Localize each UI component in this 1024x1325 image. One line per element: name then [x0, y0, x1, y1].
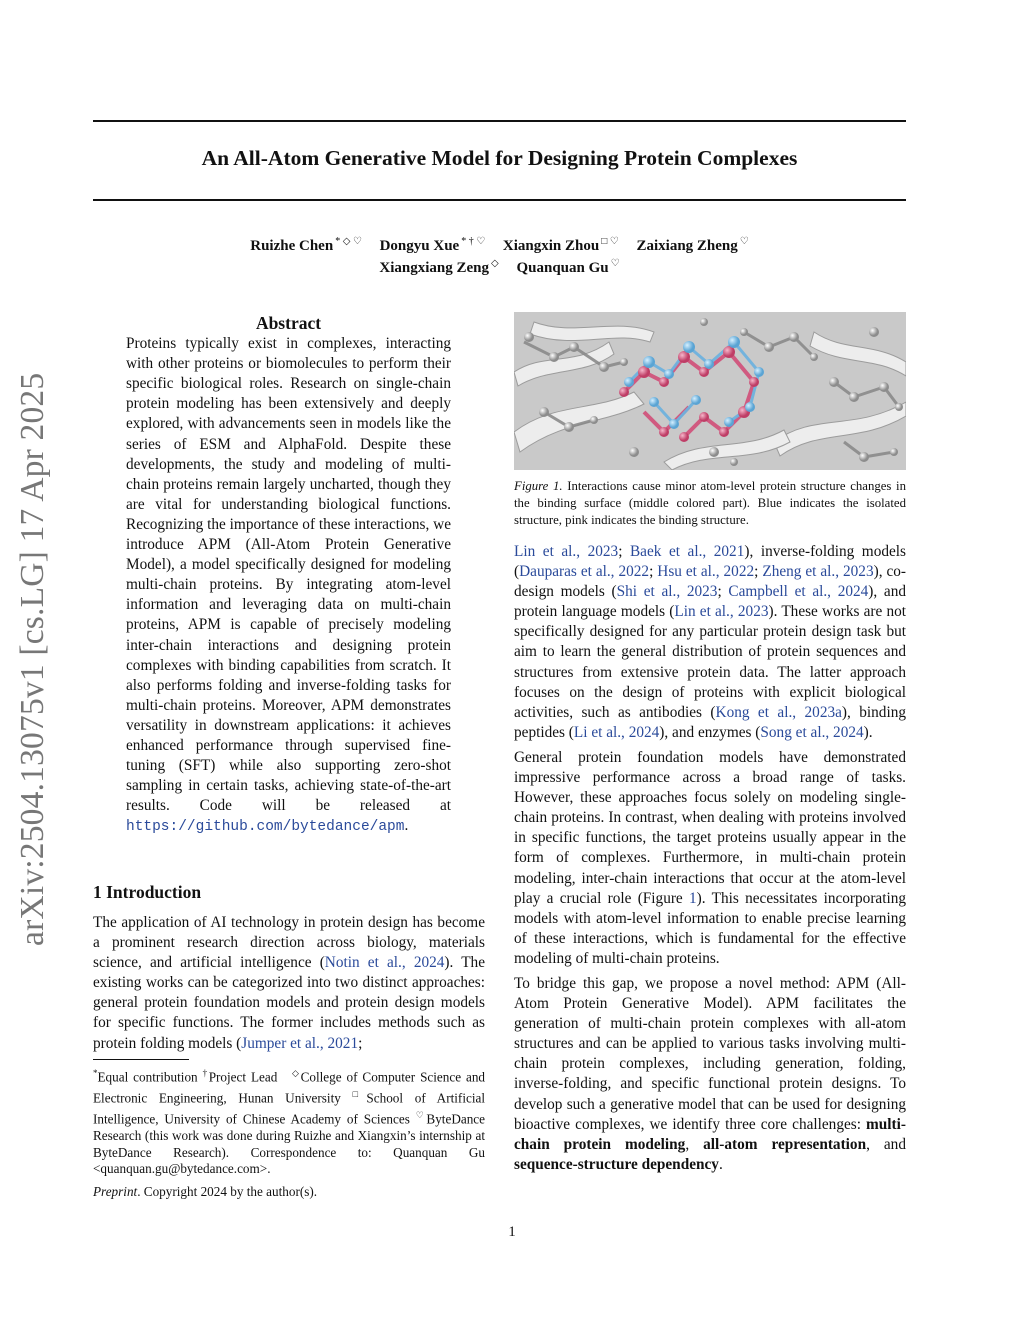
intro-text: ;: [618, 543, 630, 560]
intro-text: ), and enzymes (: [659, 723, 761, 741]
preprint-note: [93, 1184, 485, 1201]
citation-link[interactable]: Song et al., 2024: [760, 723, 864, 741]
abstract-body: Proteins typically exist in complexes, interacting with other proteins or biomolecules to perform their specific biological roles. Research on single-chain protein modeling has been extensively and deeply explored, with advancements seen in models like the series of ESM and AlphaFold. Despite these developments, the study and modeling of multi-chain proteins remain largely uncharted, though they are vital for understanding biological functions. Recognizing the importance of these interactions, we introduce APM (All-Atom Protein Generative Model), a model specifically designed for modeling multi-chain proteins. By integrating atom-level information and leveraging data on multi-chain proteins, APM is capable of precisely modeling inter-chain interactions and designing protein complexes with binding capabilities from scratch. It also performs folding and inverse-folding tasks for multi-chain proteins. Moreover, APM demonstrates versatility in downstream applications: it achieves enhanced performance through supervised fine-tuning (SFT) while also supporting zero-shot sampling in certain tasks, achieving state-of-the-art results. Code will be released at: [126, 335, 451, 815]
intro-bold: sequence-structure dependency: [514, 1155, 719, 1173]
citation-link[interactable]: Campbell et al., 2024: [728, 583, 869, 601]
abstract-block: [126, 313, 451, 837]
citation-link[interactable]: Dauparas et al., 2022: [519, 563, 650, 581]
citation-link[interactable]: Lin et al., 2023: [674, 603, 769, 621]
intro-text: ;: [717, 583, 729, 601]
intro-bold: multi-chain protein modeling: [514, 1115, 906, 1153]
intro-right-paragraph-3: [514, 974, 906, 1175]
protein-structure-figure: [514, 312, 906, 470]
intro-left-paragraph: [93, 913, 485, 1054]
abstract-end: .: [404, 817, 409, 835]
citation-link[interactable]: Hsu et al., 2022: [657, 563, 755, 581]
footnote-text: College of Computer Science and Electronic Engineering, Hunan University: [93, 1069, 486, 1106]
author-marks: ◇: [491, 258, 499, 269]
preprint-label: Preprint: [93, 1184, 138, 1199]
page-number: 1: [508, 1224, 516, 1240]
intro-text: To bridge this gap, we propose a novel method: APM (All-Atom Protein Generative Model). APM facilitates the generation of multi-chain protein complexes with all-atom structures and can be applied to various tasks involving multi-chain protein complexes, including generation, folding, inverse-folding, and specific functional protein designs. To develop such a generative model that can be used for designing bioactive complexes, we identify three core challenges:: [514, 974, 906, 1133]
citation-link[interactable]: Zheng et al., 2023: [762, 563, 874, 581]
author-name: Xiangxin Zhou: [502, 238, 600, 254]
author-marks: □ ♡: [601, 236, 619, 247]
intro-right-paragraph-2: [514, 748, 906, 969]
intro-bold: all-atom representation: [703, 1135, 867, 1153]
citation-link[interactable]: Kong et al., 2023a: [715, 703, 842, 721]
author-line-2: [93, 258, 906, 277]
citation-link[interactable]: Shi et al., 2023: [616, 583, 718, 601]
intro-text: ;: [754, 563, 763, 581]
footnote-text: ByteDance Research (this work was done during Ruizhe and Xiangxin’s internship at ByteDance Research). Correspondence to: Quanquan Gu <quanquan.gu@bytedance.com>.: [93, 1111, 486, 1177]
intro-text: ). These works are not specifically designed for any particular protein design task but aim to learn the general distribution of protein sequences and structures from extensive protein data. The latter approach focuses on the design of proteins with explicit biological activities, such as antibodies (: [514, 603, 907, 721]
intro-text: The application of AI technology in protein design has become a prominent research direction across biology, materials science, and artificial intelligence (: [93, 914, 485, 972]
top-rule: [93, 120, 906, 122]
author-name: Quanquan Gu: [516, 260, 609, 276]
author-marks: ♡: [610, 258, 620, 269]
footnote-text: School of Artificial Intelligence, University of Chinese Academy of Sciences: [93, 1090, 486, 1127]
author-marks: * † ♡: [461, 236, 486, 247]
figure-ref-link[interactable]: 1: [689, 889, 697, 907]
figure-label: Figure 1.: [514, 479, 563, 493]
intro-text: ,: [685, 1135, 704, 1153]
intro-right-column: [514, 542, 906, 1175]
citation-link[interactable]: Notin et al., 2024: [324, 954, 445, 972]
intro-text: ). This necessitates incorporating models with atom-level information to enable precise learning of these interactions, which is fundamental for the effective modeling of multi-chain proteins.: [514, 889, 906, 967]
author-marks: ♡: [739, 236, 749, 247]
intro-text: ), binding peptides (: [514, 703, 906, 741]
intro-text: .: [718, 1155, 723, 1173]
paper-title: An All-Atom Generative Model for Designing Protein Complexes: [201, 146, 798, 170]
author-marks: * ◇ ♡: [335, 236, 362, 247]
author-name: Ruizhe Chen: [250, 238, 334, 254]
footnote-text: Project Lead: [208, 1069, 278, 1085]
intro-text: ), and protein language models (: [514, 583, 906, 621]
abstract-text: [126, 334, 451, 837]
citation-link[interactable]: Li et al., 2024: [573, 723, 660, 741]
footnote: *Equal contribution †Project Lead ◇College of Computer Science and Electronic Engineering, Hunan University □School of Artificial Intelligence, University of Chinese Academy of Sciences ♡ByteDance Research (this work was done during Ruizhe and Xiangxin’s internship at ByteDance Research). Correspondence to: Quanquan Gu <quanquan.gu@bytedance.com>.: [93, 1068, 486, 1177]
intro-text: ), inverse-folding models (: [514, 543, 906, 581]
intro-text: ). The existing works can be categorized into two distinct approaches: general protein foundation models and protein design models for specific functions. The former includes methods such as protein folding models (: [93, 954, 485, 1052]
intro-text: , and: [866, 1135, 906, 1153]
intro-text: ), co-design models (: [514, 563, 907, 601]
intro-text: ).: [863, 723, 873, 741]
author-name: Dongyu Xue: [379, 238, 460, 254]
code-link[interactable]: https://github.com/bytedance/apm: [126, 819, 405, 836]
citation-link[interactable]: Lin et al., 2023: [514, 543, 619, 560]
footnote-rule: [93, 1059, 189, 1060]
preprint-text: . Copyright 2024 by the author(s).: [137, 1184, 318, 1199]
author-name: Xiangxiang Zeng: [379, 260, 490, 276]
protein-structure-image: [514, 312, 906, 470]
intro-right-paragraph-1: [514, 542, 906, 743]
citation-link[interactable]: Jumper et al., 2021: [241, 1034, 359, 1052]
citation-link[interactable]: Baek et al., 2021: [629, 543, 745, 560]
arxiv-identifier: arXiv:2504.13075v1 [cs.LG] 17 Apr 2025: [14, 372, 51, 946]
author-name: Zaixiang Zheng: [636, 238, 738, 254]
intro-text: General protein foundation models have demonstrated impressive performance across a broad range of tasks. However, these approaches focus solely on modeling single-chain proteins. In contrast, when dealing with proteins involved in specific functions, the target proteins usually appear in the form of complexes. Furthermore, in multi-chain protein modeling, inter-chain interactions that occur at the atom-level play a crucial role (Figure: [514, 748, 906, 907]
figure-caption-text: Interactions cause minor atom-level protein structure changes in the binding surface (middle colored part). Blue indicates the isolated structure, pink indicates the binding structure.: [514, 479, 906, 527]
intro-text: ;: [649, 563, 658, 581]
author-line-1: [93, 236, 906, 255]
intro-text: ;: [358, 1034, 363, 1052]
figure-caption: [514, 478, 906, 528]
abstract-heading: Abstract: [255, 313, 322, 333]
footnote-text: Equal contribution: [97, 1069, 198, 1085]
title-bottom-rule: [93, 199, 906, 201]
section-heading-introduction: 1 Introduction: [93, 882, 202, 902]
